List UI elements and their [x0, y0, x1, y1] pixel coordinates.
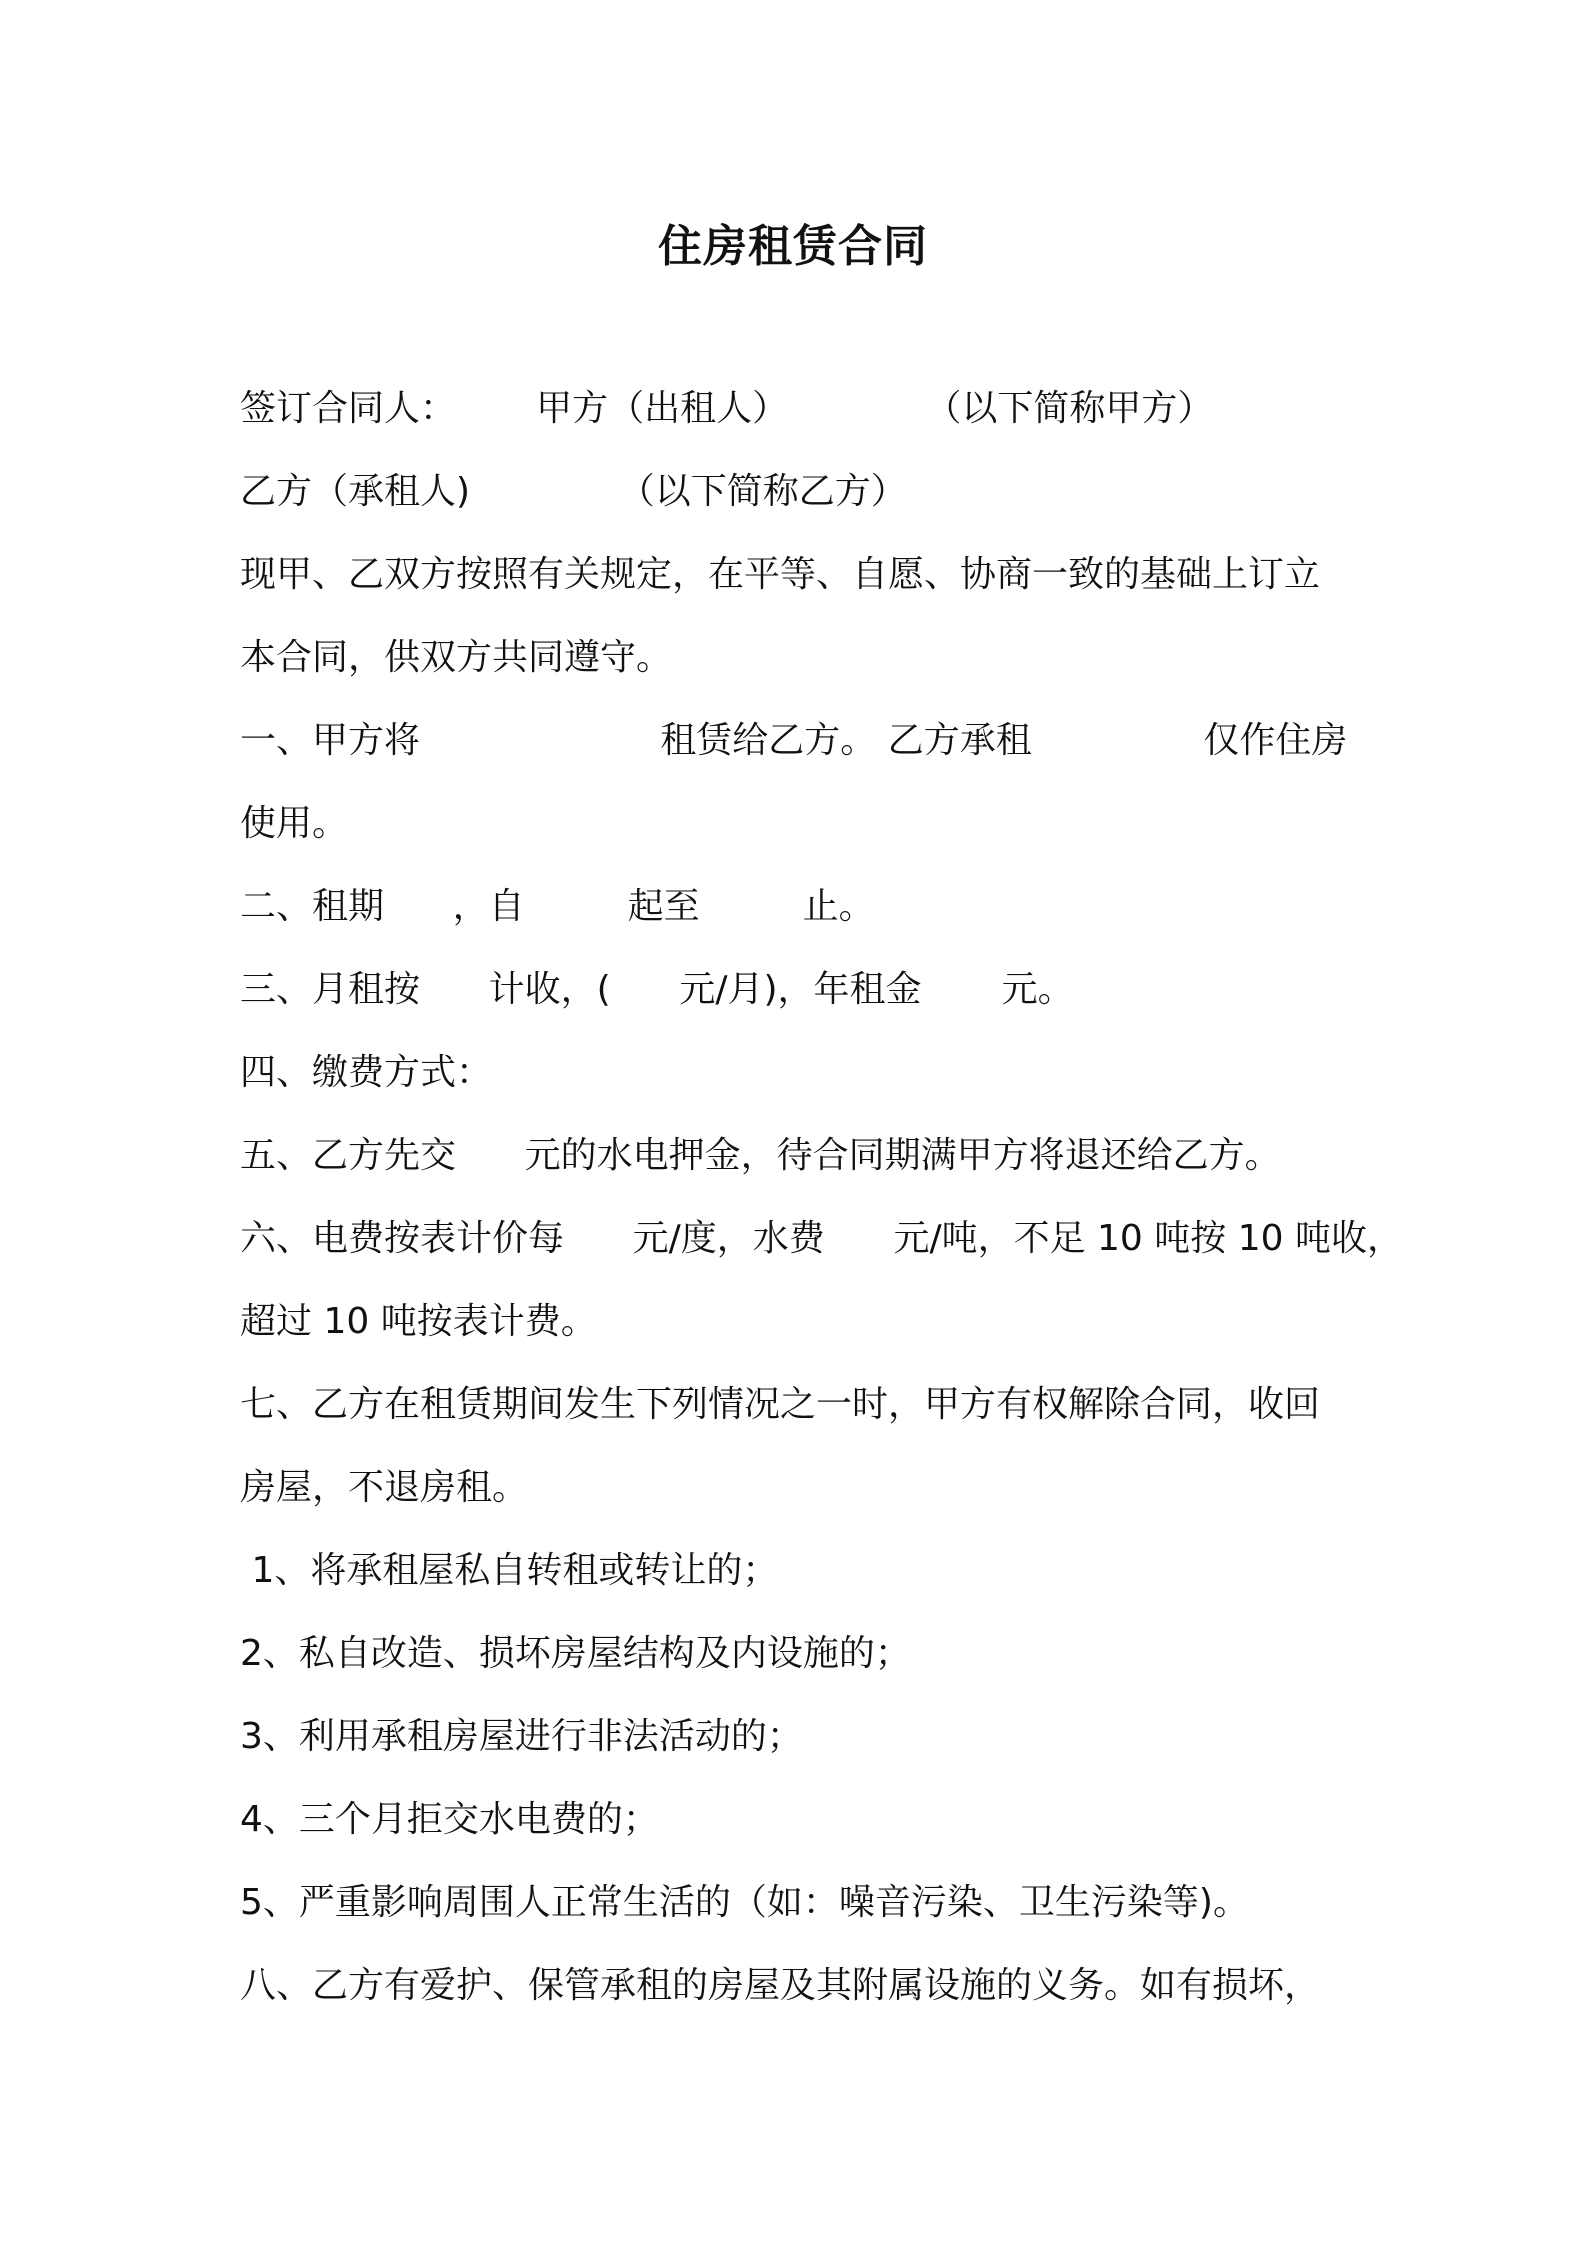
party-b-line: 乙方（承租人) （以下简称乙方） — [240, 471, 907, 512]
clause-4-line: 四、缴费方式： — [240, 1052, 493, 1093]
clause-6-line-1: 六、电费按表计价每 元/度，水费 元/吨，不足 10 吨按 10 吨收， — [240, 1218, 1403, 1259]
clause-7-item-4: 4、三个月拒交水电费的； — [240, 1799, 659, 1840]
preamble-line-1: 现甲、乙双方按照有关规定，在平等、自愿、协商一致的基础上订立 — [240, 554, 1321, 595]
clause-7-item-5: 5、严重影响周围人正常生活的（如：噪音污染、卫生污染等)。 — [240, 1882, 1249, 1923]
clause-5-line: 五、乙方先交 元的水电押金，待合同期满甲方将退还给乙方。 — [240, 1135, 1281, 1176]
signatories-line: 签订合同人： 甲方（出租人） （以下简称甲方） — [240, 388, 1214, 429]
document-title: 住房租赁合同 — [658, 221, 928, 272]
clause-2-line: 二、租期 ，自 起至 止。 — [240, 886, 875, 927]
clause-7-line-1: 七、乙方在租赁期间发生下列情况之一时，甲方有权解除合同，收回 — [240, 1384, 1321, 1425]
preamble-line-2: 本合同，供双方共同遵守。 — [240, 637, 673, 678]
clause-1-line-2: 使用。 — [240, 803, 349, 844]
clause-7-line-2: 房屋，不退房租。 — [240, 1467, 529, 1508]
clause-7-item-2: 2、私自改造、损坏房屋结构及内设施的； — [240, 1633, 911, 1674]
clause-6-line-2: 超过 10 吨按表计费。 — [240, 1301, 597, 1342]
clause-7-item-1: 1、将承租屋私自转租或转让的； — [240, 1550, 779, 1591]
clause-7-item-3: 3、利用承租房屋进行非法活动的； — [240, 1716, 803, 1757]
clause-3-line: 三、月租按 计收，( 元/月)，年租金 元。 — [240, 969, 1074, 1010]
clause-8-line-1: 八、乙方有爱护、保管承租的房屋及其附属设施的义务。如有损坏， — [240, 1965, 1321, 2006]
clause-1-line-1: 一、甲方将 租赁给乙方。 乙方承租 仅作住房 — [240, 720, 1348, 761]
